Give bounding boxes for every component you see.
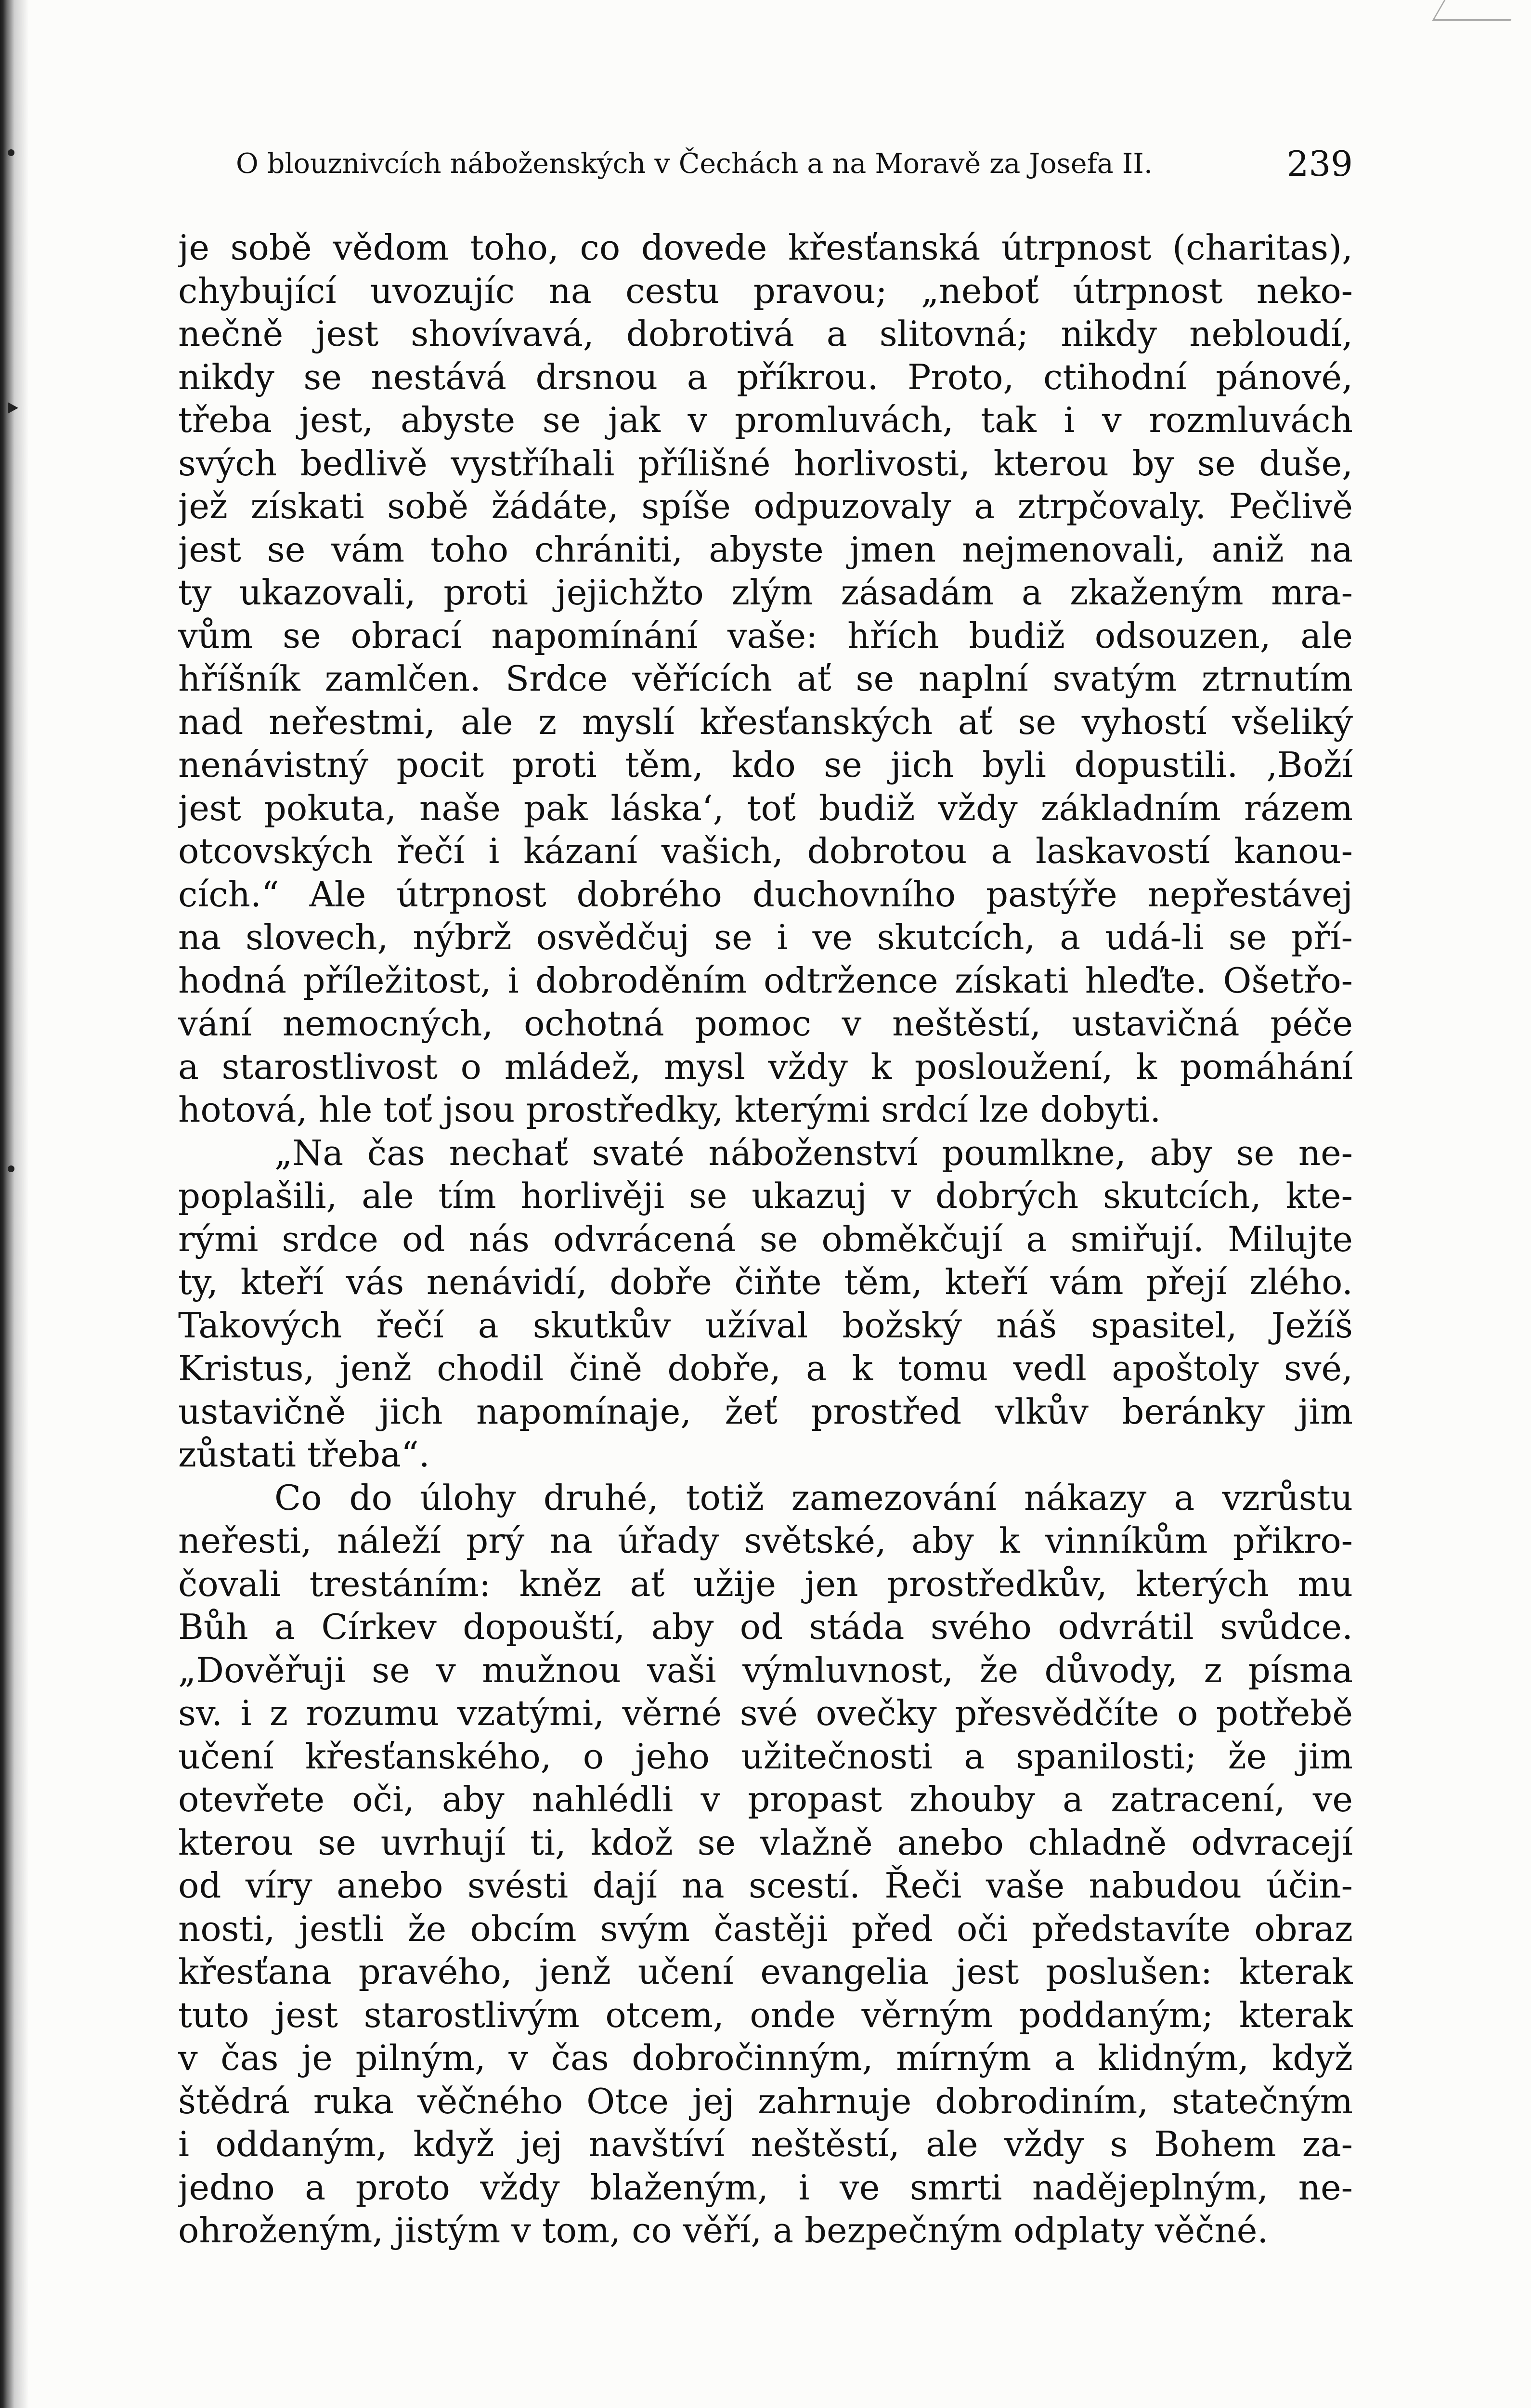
text-line: čovali trestáním: kněz ať užije jen prostředkův, kterých mu: [178, 1563, 1353, 1604]
text-line: svých bedlivě vystříhali přílišné horlivosti, kterou by se duše,: [178, 443, 1353, 484]
paragraph: [178, 226, 1353, 1132]
text-line: Co do úlohy druhé, totiž zamezování nákazy a vzrůstu: [274, 1477, 1353, 1518]
text-line: nenávistný pocit proti těm, kdo se jich byli dopustili. ‚Boží: [178, 745, 1353, 785]
text-line: ty, kteří vás nenávidí, dobře čiňte těm, kteří vám přejí zlého.: [178, 1262, 1353, 1302]
text-line: nikdy se nestává drsnou a příkrou. Proto, ctihodní pánové,: [178, 356, 1353, 397]
text-line: i oddaným, když jej navštíví neštěstí, ale vždy s Bohem za-: [178, 2124, 1353, 2164]
text-line: „Dověřuji se v mužnou vaši výmluvnost, že důvody, z písma: [178, 1649, 1353, 1690]
text-line: učení křesťanského, o jeho užitečnosti a spanilosti; že jim: [178, 1736, 1353, 1777]
text-line: ustavičně jich napomínaje, žeť prostřed vlkův beránky jim: [178, 1391, 1353, 1432]
text-line: jest se vám toho chrániti, abyste jmen nejmenovali, aniž na: [178, 529, 1353, 570]
text-line: neřesti, náleží prý na úřady světské, aby k vinníkům přikro-: [178, 1520, 1353, 1561]
text-line: hodná příležitost, i dobroděním odtržence získati hleďte. Ošetřo-: [178, 960, 1353, 1001]
margin-arrow: [8, 402, 18, 414]
text-line: nosti, jestli že obcím svým častěji před oči představíte obraz: [178, 1908, 1353, 1949]
text-line: chybující uvozujíc na cestu pravou; „neboť útrpnost neko-: [178, 270, 1353, 311]
page-number: 239: [1286, 144, 1353, 184]
text-line: „Na čas nechať svaté náboženství poumlkne, aby se ne-: [274, 1132, 1353, 1173]
text-line: štědrá ruka věčného Otce jej zahrnuje dobrodiním, statečným: [178, 2081, 1353, 2121]
text-line: sv. i z rozumu vzatými, věrné své ovečky přesvědčíte o potřebě: [178, 1693, 1353, 1733]
text-line: jest pokuta, naše pak láska‘, toť budiž vždy základním rázem: [178, 787, 1353, 828]
margin-dot: [8, 149, 14, 156]
text-line: jež získati sobě žádáte, spíše odpuzovaly a ztrpčovaly. Pečlivě: [178, 486, 1353, 526]
text-line: rými srdce od nás odvrácená se obměkčují a smiřují. Milujte: [178, 1218, 1353, 1259]
text-line: hříšník zamlčen. Srdce věřících ať se naplní svatým ztrnutím: [178, 658, 1353, 699]
text-line: na slovech, nýbrž osvědčuj se i ve skutcích, a udá-li se pří-: [178, 917, 1353, 957]
margin-dot: [8, 1165, 14, 1172]
text-line: kterou se uvrhují ti, kdož se vlažně anebo chladně odvracejí: [178, 1822, 1353, 1863]
text-line: v čas je pilným, v čas dobročinným, mírným a klidným, když: [178, 2038, 1353, 2078]
running-header: [236, 144, 1353, 183]
body-text: [178, 226, 1353, 2252]
text-line: nečně jest shovívavá, dobrotivá a slitovná; nikdy nebloudí,: [178, 314, 1353, 354]
text-line: křesťana pravého, jenž učení evangelia jest poslušen: kterak: [178, 1951, 1353, 1992]
paragraph: [178, 1477, 1353, 2252]
text-line: nad neřestmi, ale z myslí křesťanských ať se vyhostí všeliký: [178, 701, 1353, 742]
binding-shadow: [0, 0, 29, 2408]
paragraph: [178, 1132, 1353, 1477]
text-line: tuto jest starostlivým otcem, onde věrným poddaným; kterak: [178, 1994, 1353, 2035]
text-line: Kristus, jenž chodil čině dobře, a k tomu vedl apoštoly své,: [178, 1348, 1353, 1388]
text-line: jedno a proto vždy blaženým, i ve smrti nadějeplným, ne-: [178, 2167, 1353, 2208]
text-line: ohroženým, jistým v tom, co věří, a bezpečným odplaty věčné.: [178, 2210, 1269, 2251]
text-line: třeba jest, abyste se jak v promluvách, tak i v rozmluvách: [178, 400, 1353, 440]
text-line: otevřete oči, aby nahlédli v propast zhouby a zatracení, ve: [178, 1779, 1353, 1819]
text-line: otcovských řečí i kázaní vašich, dobrotou a laskavostí kanou-: [178, 831, 1353, 871]
text-line: ty ukazovali, proti jejichžto zlým zásadám a zkaženým mra-: [178, 572, 1353, 613]
running-title: O blouznivcích náboženských v Čechách a na Moravě za Josefa II.: [236, 148, 1153, 180]
corner-scan-artifact: [1432, 0, 1523, 21]
text-line: cích.“ Ale útrpnost dobrého duchovního pastýře nepřestávej: [178, 874, 1353, 915]
text-line: a starostlivost o mládež, mysl vždy k posloužení, k pomáhání: [178, 1046, 1353, 1087]
text-line: zůstati třeba“.: [178, 1434, 430, 1475]
text-line: od víry anebo svésti dají na scestí. Řeči vaše nabudou účin-: [178, 1865, 1353, 1906]
text-line: poplašili, ale tím horlivěji se ukazuj v dobrých skutcích, kte-: [178, 1176, 1353, 1216]
text-line: vům se obrací napomínání vaše: hřích budiž odsouzen, ale: [178, 615, 1353, 656]
text-line: vání nemocných, ochotná pomoc v neštěstí, ustavičná péče: [178, 1003, 1353, 1044]
text-line: Bůh a Církev dopouští, aby od stáda svého odvrátil svůdce.: [178, 1607, 1353, 1647]
text-line: hotová, hle toť jsou prostředky, kterými srdcí lze dobyti.: [178, 1089, 1161, 1130]
text-line: Takových řečí a skutkův užíval božský náš spasitel, Ježíš: [178, 1305, 1353, 1346]
text-line: je sobě vědom toho, co dovede křesťanská útrpnost (charitas),: [178, 227, 1353, 268]
